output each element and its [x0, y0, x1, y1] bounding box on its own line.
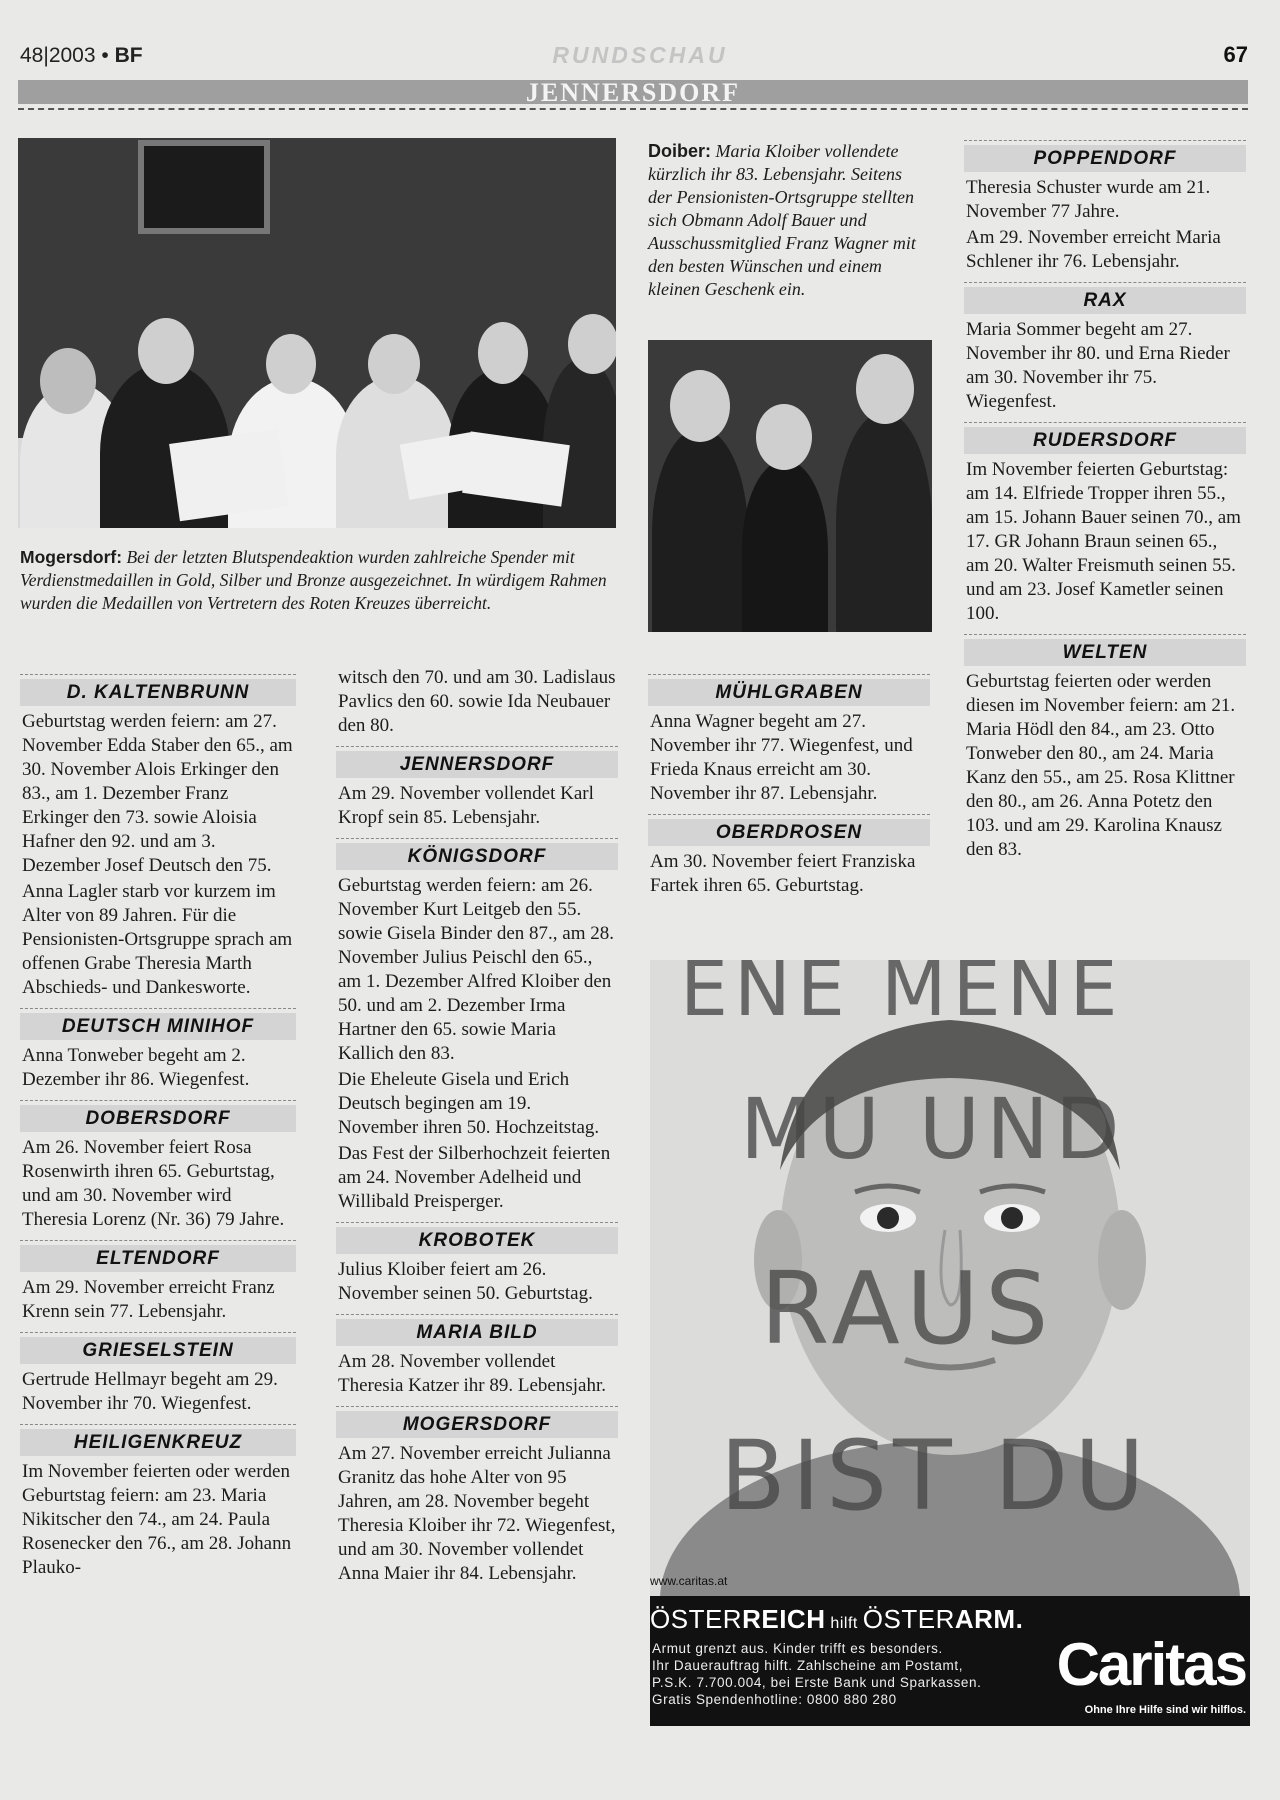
section-header: [964, 422, 1246, 454]
ad-line: P.S.K. 7.700.004, bei Erste Bank und Sparkassen.: [652, 1675, 982, 1690]
section-title: WELTEN: [964, 639, 1246, 666]
section-header: [336, 1314, 618, 1346]
section-body: Die Eheleute Gisela und Erich Deutsch begingen am 19. November ihren 50. Hochzeitstag.: [338, 1069, 600, 1138]
section-body: Am 26. November feiert Rosa Rosenwirth ihren 65. Geburtstag, und am 30. November wird Theresia Lorenz (Nr. 36) 79 Jahre.: [22, 1137, 285, 1230]
section-header: [648, 674, 930, 706]
section-body: Am 29. November erreicht Maria Schlener ihr 76. Lebensjahr.: [966, 227, 1221, 272]
section-body: Geburtstag feierten oder werden diesen im November feiern: am 21. Maria Hödl den 84., am 23. Otto Tonweber den 80., am 24. Maria Kanz den 55., am 25. Rosa Klittner den 80., am 26. Anna Potetz den 103. und am 29. Karolina Knausz den 83.: [966, 671, 1236, 860]
photo2-caption: [648, 140, 930, 301]
section-title: KÖNIGSDORF: [336, 843, 618, 870]
section-koenigsdorf: [336, 838, 618, 1216]
section-body: Am 27. November erreicht Julianna Granitz das hohe Alter von 95 Jahren, am 28. November begeht Theresia Kloiber ihr 72. Wiegenfest, und am 30. November vollendet Anna Maier ihr 84. Lebensjahr.: [338, 1443, 616, 1584]
section-title: HEILIGENKREUZ: [20, 1429, 296, 1456]
section-grieselstein: [20, 1332, 296, 1418]
region-banner: [18, 78, 1248, 107]
section-header: [20, 1332, 296, 1364]
section-title: DEUTSCH MINIHOF: [20, 1013, 296, 1040]
section-rax: [964, 282, 1246, 416]
column-4: [964, 140, 1246, 864]
section-welten: [964, 634, 1246, 864]
section-body: Gertrude Hellmayr begeht am 29. November ihr 70. Wiegenfest.: [22, 1369, 278, 1414]
section-header: [20, 1100, 296, 1132]
photo1-caption: [20, 546, 616, 615]
section-title: POPPENDORF: [964, 145, 1246, 172]
section-oberdrosen: [648, 814, 930, 900]
section-title: JENNERSDORF: [336, 751, 618, 778]
section-body: Maria Sommer begeht am 27. November ihr 80. und Erna Rieder am 30. November ihr 75. Wiegenfest.: [966, 319, 1230, 412]
ad-slogan: [650, 1604, 1023, 1635]
caption-text: Bei der letzten Blutspendeaktion wurden zahlreiche Spender mit Verdienstmedaillen in Gold, Silber und Bronze ausgezeichnet. In würdigem Rahmen wurden die Medaillen von Vertretern des Roten Kreuzes überreicht.: [20, 547, 607, 613]
section-deutsch-minihof: [20, 1008, 296, 1094]
section-header: [20, 1424, 296, 1456]
section-body: Geburtstag werden feiern: am 27. November Edda Staber den 65., am 30. November Alois Erkinger den 83., am 1. Dezember Franz Erkinger den 73. sowie Aloisia Hafner den 92. und am 3. Dezember Josef Deutsch den 75.: [22, 711, 293, 876]
section-body: Am 30. November feiert Franziska Fartek ihren 65. Geburtstag.: [650, 851, 916, 896]
caritas-logo: Caritas: [1056, 1631, 1246, 1698]
section-title: DOBERSDORF: [20, 1105, 296, 1132]
caption-place: Doiber:: [648, 141, 711, 161]
column-3: [648, 668, 930, 900]
section-mogersdorf: [336, 1406, 618, 1588]
scrawl-line-2: MU UND: [740, 1080, 1126, 1178]
section-title: OBERDROSEN: [648, 819, 930, 846]
header-divider: [18, 108, 1248, 110]
column-1: [20, 668, 296, 1582]
section-title: D. KALTENBRUNN: [20, 679, 296, 706]
section-body: Am 29. November vollendet Karl Kropf sein 85. Lebensjahr.: [338, 783, 594, 828]
section-body: Theresia Schuster wurde am 21. November 77 Jahre.: [966, 177, 1211, 222]
section-header: [336, 838, 618, 870]
ad-info-bar: [650, 1596, 1250, 1726]
slogan-part: REICH: [742, 1604, 826, 1634]
section-body: Anna Tonweber begeht am 2. Dezember ihr 86. Wiegenfest.: [22, 1045, 250, 1090]
section-dobersdorf: [20, 1100, 296, 1234]
caritas-advertisement: [650, 960, 1250, 1726]
section-body: Julius Kloiber feiert am 26. November seinen 50. Geburtstag.: [338, 1259, 593, 1304]
photo-doiber: [648, 340, 932, 632]
section-kaltenbrunn: [20, 674, 296, 1002]
region-title: JENNERSDORF: [525, 78, 741, 107]
ad-body-text: [652, 1640, 982, 1708]
caritas-url: www.caritas.at: [650, 1574, 728, 1588]
scrawl-line-1: ENE MENE: [680, 960, 1124, 1033]
section-header: [964, 140, 1246, 172]
slogan-part: ÖSTER: [650, 1604, 743, 1634]
continued-text: witsch den 70. und am 30. Ladislaus Pavlics den 60. sowie Ida Neubauer den 80.: [338, 667, 616, 736]
section-header: [964, 282, 1246, 314]
brand-label: BF: [114, 44, 143, 67]
section-maria-bild: [336, 1314, 618, 1400]
caritas-tagline: Ohne Ihre Hilfe sind wir hilflos.: [1084, 1704, 1246, 1716]
section-header: [648, 814, 930, 846]
ad-line: Armut grenzt aus. Kinder trifft es besonders.: [652, 1641, 943, 1656]
section-krobotek: [336, 1222, 618, 1308]
section-title: KROBOTEK: [336, 1227, 618, 1254]
section-title: MOGERSDORF: [336, 1411, 618, 1438]
section-eltendorf: [20, 1240, 296, 1326]
issue-label: [20, 44, 143, 68]
section-body: Am 28. November vollendet Theresia Katzer ihr 89. Lebensjahr.: [338, 1351, 606, 1396]
ad-line: Ihr Dauerauftrag hilft. Zahlscheine am Postamt,: [652, 1658, 964, 1673]
scrawl-line-4: BIST DU: [720, 1420, 1151, 1532]
section-title: MÜHLGRABEN: [648, 679, 930, 706]
section-title: MARIA BILD: [336, 1319, 618, 1346]
section-body: Das Fest der Silberhochzeit feierten am 24. November Adelheid und Willibald Preisperger.: [338, 1143, 611, 1212]
section-body: Im November feierten Geburtstag: am 14. Elfriede Tropper ihren 55., am 15. Johann Bauer seinen 70., am 17. GR Johann Braun seinen 65., am 20. Walter Freismuth seinen 55. und am 23. Josef Kametler seinen 100.: [966, 459, 1241, 624]
section-body: Geburtstag werden feiern: am 26. November Kurt Leitgeb den 55. sowie Gisela Binder den 87., am 28. November Julius Peischl den 65., am 1. Dezember Alfred Kloiber den 50. und am 2. Dezember Irma Hartner den 65. sowie Maria Kallich den 83.: [338, 875, 614, 1064]
section-title: GRIESELSTEIN: [20, 1337, 296, 1364]
page-number: 67: [1223, 42, 1248, 67]
caption-place: Mogersdorf:: [20, 547, 123, 567]
section-heiligenkreuz: [20, 1424, 296, 1582]
section-header: [336, 1406, 618, 1438]
section-header: [20, 1240, 296, 1272]
section-title: RUDERSDORF: [964, 427, 1246, 454]
section-header: [20, 674, 296, 706]
section-body: Anna Wagner begeht am 27. November ihr 77. Wiegenfest, und Frieda Knaus erreicht am 30. November ihr 87. Lebensjahr.: [650, 711, 913, 804]
ad-hotline: Gratis Spendenhotline: 0800 880 280: [652, 1692, 897, 1707]
section-body: Anna Lagler starb vor kurzem im Alter von 89 Jahren. Für die Pensionisten-Ortsgruppe sprach am offenen Grabe Theresia Marth Abschieds- und Dankesworte.: [22, 881, 293, 998]
section-header: [20, 1008, 296, 1040]
scrawl-line-3: RAUS: [760, 1250, 1055, 1367]
section-title: RUNDSCHAU: [552, 42, 728, 68]
slogan-part: ARM.: [954, 1604, 1024, 1634]
section-title: ELTENDORF: [20, 1245, 296, 1272]
section-header: [336, 1222, 618, 1254]
section-poppendorf: [964, 140, 1246, 276]
column-2: [336, 666, 618, 1588]
section-rudersdorf: [964, 422, 1246, 628]
section-header: [336, 746, 618, 778]
photo-mogersdorf: [18, 138, 616, 528]
section-header: [964, 634, 1246, 666]
section-body: Am 29. November erreicht Franz Krenn sein 77. Lebensjahr.: [22, 1277, 275, 1322]
slogan-part: ÖSTER: [862, 1604, 955, 1634]
section-muehlgraben: [648, 674, 930, 808]
caption-text: Maria Kloiber vollendete kürzlich ihr 83. Lebensjahr. Seitens der Pensionisten-Ortsgruppe stellten sich Obmann Adolf Bauer und Ausschussmitglied Franz Wagner mit den besten Wünschen und einem kleinen Geschenk ein.: [648, 141, 916, 299]
issue-number: 48|2003 •: [20, 44, 109, 67]
section-body: Im November feierten oder werden Geburtstag feiern: am 23. Maria Nikitscher den 74., am 24. Paula Rosenecker den 76., am 28. Johann Plauko-: [22, 1461, 292, 1578]
section-title: RAX: [964, 287, 1246, 314]
slogan-part: hilft: [825, 1615, 863, 1632]
section-jennersdorf: [336, 746, 618, 832]
